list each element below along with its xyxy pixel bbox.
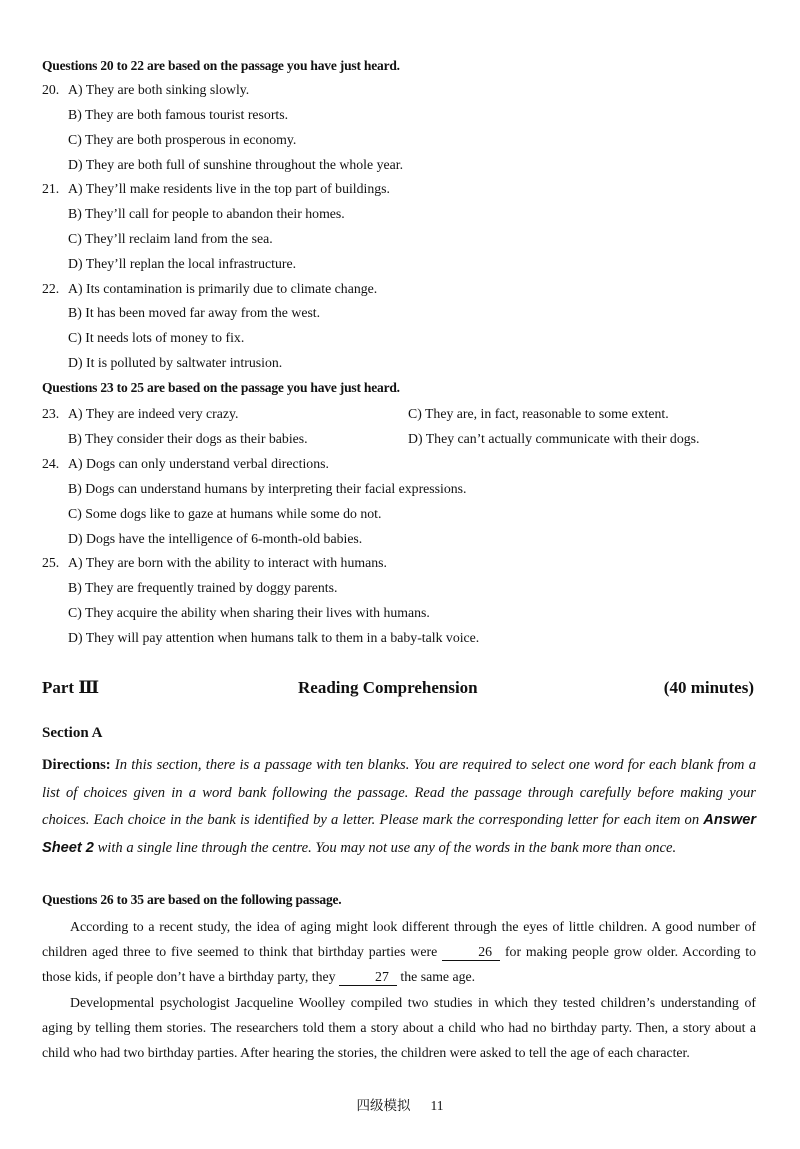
option-b: B) They consider their dogs as their babies. bbox=[68, 431, 308, 446]
question-number: 20. bbox=[42, 82, 60, 97]
option-d: D) They are both full of sunshine throughout the whole year. bbox=[68, 157, 404, 172]
option-a: A) They are indeed very crazy. bbox=[68, 406, 239, 421]
option-d: D) Dogs have the intelligence of 6-month-old babies. bbox=[68, 531, 363, 546]
option-c: C) Some dogs like to gaze at humans while some do not. bbox=[68, 506, 382, 521]
option-c: C) It needs lots of money to fix. bbox=[68, 330, 245, 345]
page-footer bbox=[0, 1094, 800, 1114]
passage-paragraph-2: Developmental psychologist Jacqueline Woolley compiled two studies in which they tested children’s understanding of aging by telling them stories. The researchers told them a story about a child who had no birthday party. Then, a story about a child who had two birthday parties. After hearing the stories, the children were asked to tell the age of each character. bbox=[42, 995, 756, 1060]
passage-text: for making people grow older. According to those kids, if people don’t have a birthday party, they bbox=[42, 944, 756, 984]
option-b: B) It has been moved far away from the west. bbox=[68, 305, 321, 320]
passage-text: According to a recent study, the idea of aging might look different through the eyes of little children. A good number of children aged three to five seemed to think that birthday parties were bbox=[42, 919, 756, 959]
part-time: (40 minutes) bbox=[663, 678, 754, 697]
option-c: C) They’ll reclaim land from the sea. bbox=[68, 231, 273, 246]
option-b: B) Dogs can understand humans by interpreting their facial expressions. bbox=[68, 481, 467, 496]
part-label: Part Ⅲ bbox=[42, 678, 100, 697]
option-c: C) They are, in fact, reasonable to some extent. bbox=[408, 406, 669, 421]
directions-text-2: with a single line through the centre. You may not use any of the words in the bank more than once. bbox=[93, 839, 677, 856]
blank-26: 26 bbox=[442, 944, 500, 961]
questions-20-22-heading: Questions 20 to 22 are based on the passage you have just heard. bbox=[42, 58, 400, 73]
option-a: A) They’ll make residents live in the top part of buildings. bbox=[68, 181, 390, 196]
option-a: A) Dogs can only understand verbal directions. bbox=[68, 456, 329, 471]
option-b: B) They are frequently trained by doggy parents. bbox=[68, 580, 338, 595]
answer-sheet-label: Answer Sheet 2 bbox=[42, 812, 756, 856]
question-number: 24. bbox=[42, 456, 60, 471]
question-number: 25. bbox=[42, 555, 60, 570]
option-c: C) They acquire the ability when sharing their lives with humans. bbox=[68, 605, 430, 620]
option-d: D) They can’t actually communicate with their dogs. bbox=[408, 431, 700, 446]
option-a: A) They are both sinking slowly. bbox=[68, 82, 250, 97]
question-number: 21. bbox=[42, 181, 60, 196]
blank-27: 27 bbox=[339, 969, 397, 986]
option-a: A) They are born with the ability to interact with humans. bbox=[68, 555, 387, 570]
option-b: B) They are both famous tourist resorts. bbox=[68, 107, 289, 122]
page-number: 11 bbox=[430, 1098, 444, 1113]
passage-paragraph-1 bbox=[42, 914, 756, 989]
section-title: Section A bbox=[42, 725, 103, 741]
option-d: D) They’ll replan the local infrastructure. bbox=[68, 256, 297, 271]
footer-label: 四级模拟 bbox=[356, 1098, 411, 1113]
directions bbox=[42, 752, 756, 862]
option-c: C) They are both prosperous in economy. bbox=[68, 132, 297, 147]
option-d: D) They will pay attention when humans talk to them in a baby-talk voice. bbox=[68, 630, 480, 645]
option-b: B) They’ll call for people to abandon their homes. bbox=[68, 206, 345, 221]
question-number: 22. bbox=[42, 281, 60, 296]
questions-23-25-heading: Questions 23 to 25 are based on the passage you have just heard. bbox=[42, 380, 400, 395]
passage-text: the same age. bbox=[396, 969, 476, 984]
part-title: Reading Comprehension bbox=[298, 678, 478, 697]
directions-text-1: In this section, there is a passage with ten blanks. You are required to select one word for each blank from a list of choices given in a word bank following the passage. Read the passage through carefully before making your choices. Each choice in the bank is identified by a letter. Please mark the corresponding letter for each item on bbox=[42, 757, 756, 828]
question-number: 23. bbox=[42, 406, 60, 421]
passage-heading: Questions 26 to 35 are based on the following passage. bbox=[42, 892, 342, 907]
part-header bbox=[42, 678, 754, 702]
option-d: D) It is polluted by saltwater intrusion. bbox=[68, 355, 283, 370]
option-a: A) Its contamination is primarily due to climate change. bbox=[68, 281, 378, 296]
directions-label: Directions: bbox=[42, 757, 111, 773]
